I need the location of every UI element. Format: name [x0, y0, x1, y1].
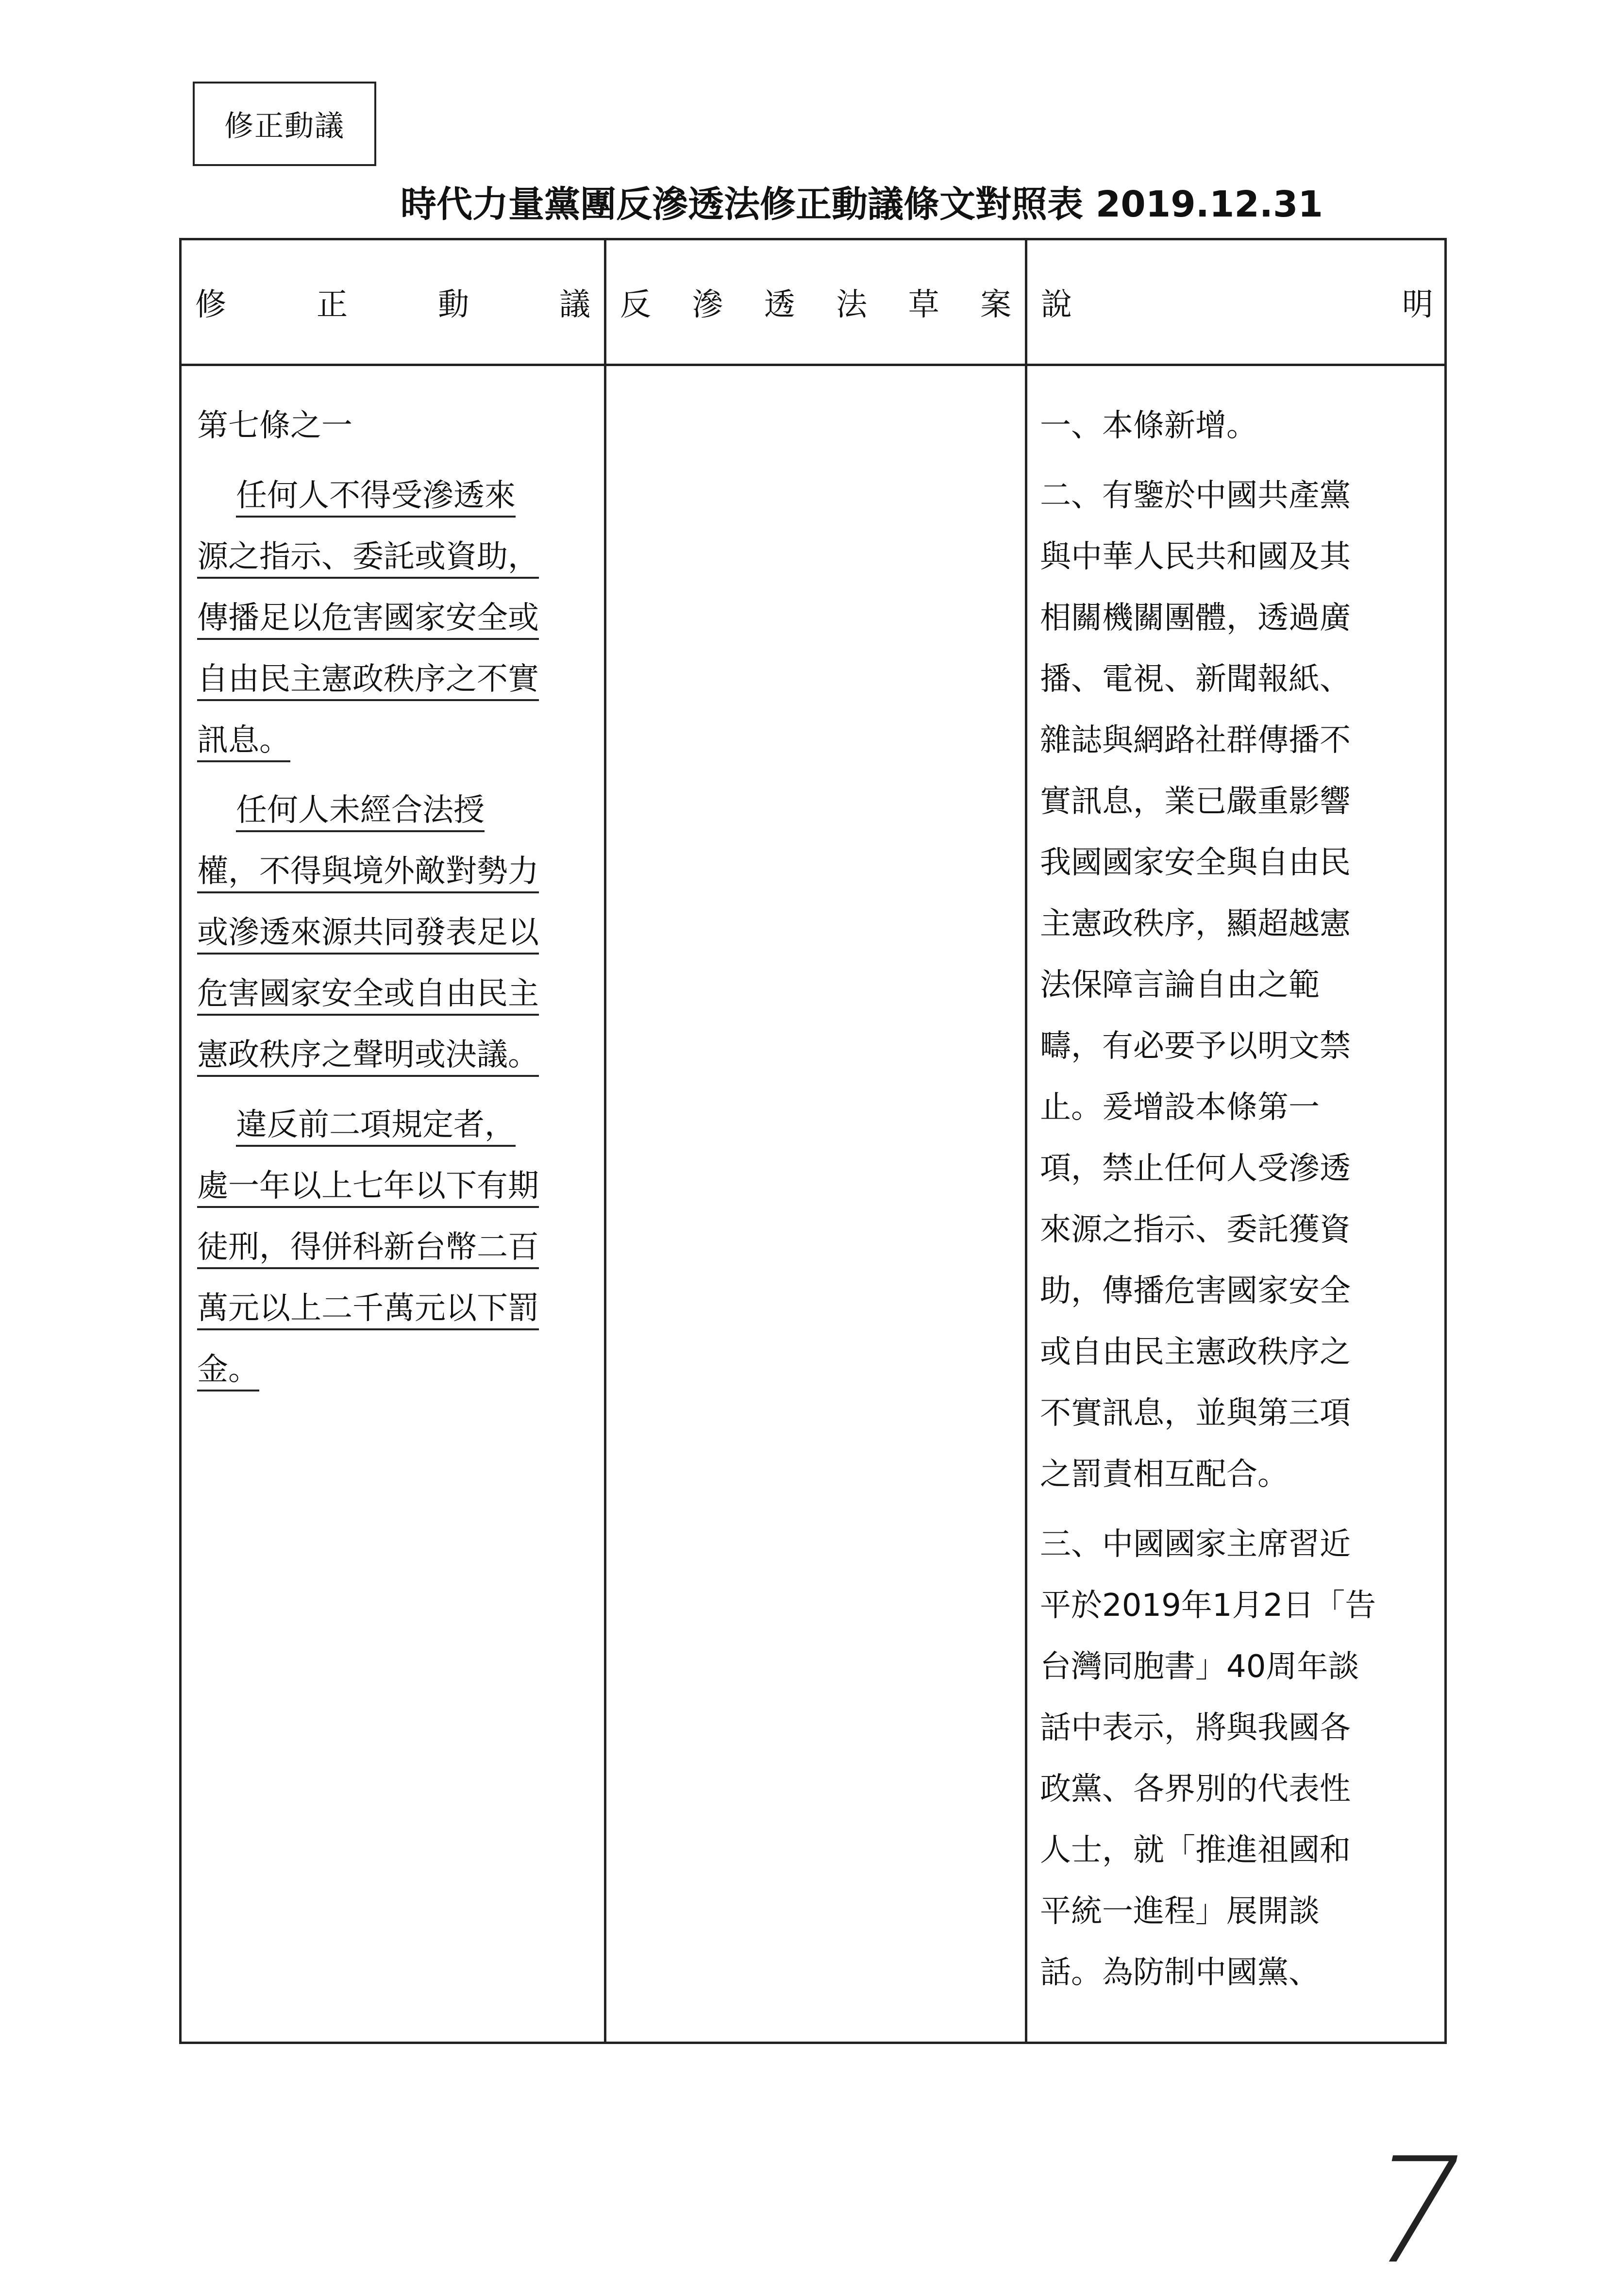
- amendment-paragraph: [197, 1094, 590, 1400]
- amendment-line: 徒刑，得併科新台幣二百: [197, 1229, 539, 1269]
- amendment-line: 自由民主憲政秩序之不實: [197, 661, 539, 701]
- explanation-line: 一、本條新增。: [1040, 408, 1257, 444]
- explanation-line: 二、有鑒於中國共產黨: [1040, 478, 1351, 514]
- header-explanation: [1027, 240, 1447, 364]
- explanation-line: 實訊息，業已嚴重影響: [1040, 784, 1351, 820]
- explanation-line: 話中表示，將與我國各: [1040, 1710, 1351, 1746]
- amendment-line: 萬元以上二千萬元以下罰: [197, 1290, 539, 1330]
- explanation-line: 止。爰增設本條第一: [1040, 1089, 1320, 1125]
- explanation-line: 疇，有必要予以明文禁: [1040, 1028, 1351, 1064]
- amendment-line: 傳播足以危害國家安全或: [197, 600, 539, 640]
- explanation-line: 我國國家安全與自由民: [1040, 845, 1351, 881]
- article-heading: 第七條之一: [197, 408, 352, 444]
- explanation-line: 政黨、各界別的代表性: [1040, 1771, 1351, 1807]
- explanation-line: 雜誌與網路社群傳播不: [1040, 722, 1351, 758]
- explanation-paragraph: [1040, 1514, 1428, 2003]
- header-char: 法: [836, 287, 868, 323]
- amendment-line: 源之指示、委託或資助，: [197, 539, 539, 579]
- amendment-paragraph: [197, 780, 590, 1086]
- explanation-line: 法保障言論自由之範: [1040, 967, 1320, 1003]
- explanation-paragraph: [1040, 465, 1428, 1505]
- explanation-line: 相關機關團體，透過廣: [1040, 600, 1351, 636]
- header-char: 明: [1402, 287, 1433, 323]
- header-char: 議: [559, 287, 590, 323]
- explanation-line: 台灣同胞書」40周年談: [1040, 1649, 1359, 1685]
- header-char: 滲: [692, 287, 723, 323]
- explanation-line: 不實訊息，並與第三項: [1040, 1395, 1351, 1431]
- amendment-line: 權，不得與境外敵對勢力: [197, 854, 539, 893]
- header-amendment: [182, 240, 604, 364]
- header-char: 修: [195, 287, 226, 323]
- explanation-line: 三、中國國家主席習近: [1040, 1526, 1351, 1562]
- header-char: 案: [980, 287, 1011, 323]
- amendment-line: 危害國家安全或自由民主: [197, 976, 539, 1016]
- explanation-line: 來源之指示、委託獲資: [1040, 1212, 1351, 1248]
- amendment-line: 處一年以上七年以下有期: [197, 1168, 539, 1208]
- header-char: 動: [438, 287, 469, 323]
- amendment-stamp: 修正動議: [193, 82, 376, 166]
- explanation-line: 與中華人民共和國及其: [1040, 539, 1351, 575]
- explanation-line: 助，傳播危害國家安全: [1040, 1273, 1351, 1309]
- comparison-table: [179, 238, 1447, 2044]
- document-title: 時代力量黨團反滲透法修正動議條文對照表 2019.12.31: [401, 184, 1323, 225]
- explanation-line: 之罰責相互配合。: [1040, 1457, 1289, 1492]
- explanation-line: 主憲政秩序，顯超越憲: [1040, 906, 1351, 942]
- amendment-line: 訊息。: [197, 722, 290, 762]
- explanation-line: 人士，就「推進祖國和: [1040, 1832, 1351, 1868]
- amendment-line: 或滲透來源共同發表足以: [197, 915, 539, 955]
- header-char: 反: [620, 287, 651, 323]
- amendment-line: 任何人不得受滲透來: [236, 478, 516, 518]
- explanation-line: 項，禁止任何人受滲透: [1040, 1151, 1351, 1187]
- column-divider: [1025, 240, 1027, 2042]
- amendment-line: 金。: [197, 1352, 259, 1391]
- explanation-line: 平統一進程」展開談: [1040, 1894, 1320, 1929]
- explanation-line: 或自由民主憲政秩序之: [1040, 1334, 1351, 1370]
- header-char: 正: [317, 287, 348, 323]
- explanation-line: 話。為防制中國黨、: [1040, 1955, 1320, 1991]
- amendment-line: 違反前二項規定者，: [236, 1107, 516, 1147]
- explanation-line: 平於2019年1月2日「告: [1040, 1588, 1376, 1624]
- explanation-line: 播、電視、新聞報紙、: [1040, 661, 1351, 697]
- amendment-paragraph: [197, 465, 590, 771]
- amendment-column: [197, 366, 590, 1409]
- header-char: 說: [1041, 287, 1072, 323]
- explanation-paragraph: [1040, 395, 1428, 456]
- header-char: 草: [908, 287, 939, 323]
- explanation-column: [1040, 366, 1428, 2012]
- page-number: 7: [1351, 2127, 1480, 2296]
- header-char: 透: [764, 287, 795, 323]
- amendment-line: 憲政秩序之聲明或決議。: [197, 1037, 539, 1077]
- header-draft: [606, 240, 1025, 364]
- amendment-line: 任何人未經合法授: [236, 792, 485, 832]
